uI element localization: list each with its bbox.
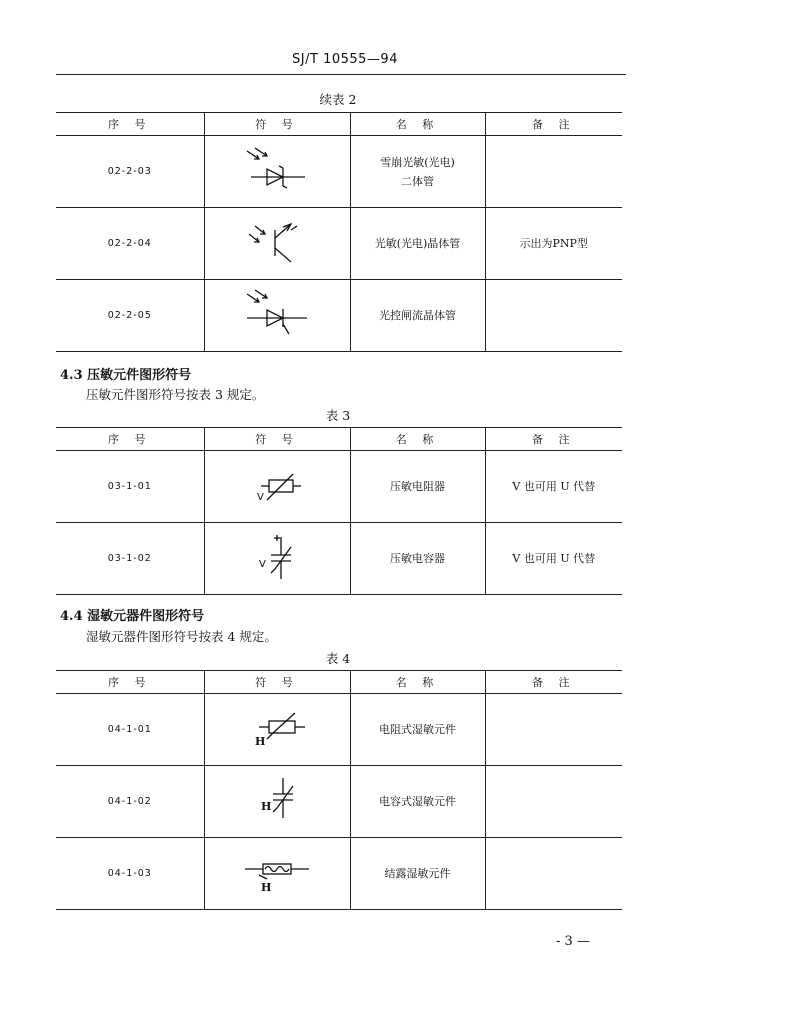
row-name: 电容式湿敏元件: [350, 766, 485, 838]
row-symbol: [204, 208, 350, 280]
row-note: [485, 766, 622, 838]
table-row: [56, 136, 622, 208]
table3: [56, 427, 622, 595]
row-note: [485, 694, 622, 766]
col-header-seq: 序 号: [56, 428, 204, 451]
symbol-label: H: [261, 880, 272, 894]
table2: [56, 112, 622, 352]
section-4-3-heading: 4.3 压敏元件图形符号: [60, 368, 192, 383]
col-header-symbol: 符 号: [204, 671, 350, 694]
col-header-seq: 序 号: [56, 113, 204, 136]
humidity-capacitor-icon: [237, 774, 317, 830]
row-symbol: [204, 136, 350, 208]
table2-caption: 续表 2: [319, 92, 357, 107]
humidity-resistor-icon: [237, 705, 317, 755]
row-code: 04-1-03: [56, 838, 204, 910]
symbol-label: V: [259, 558, 266, 570]
dew-sensor-icon: [237, 849, 317, 899]
section-4-4-heading: 4.4 湿敏元器件图形符号: [60, 609, 205, 624]
row-code: 03-1-02: [56, 523, 204, 595]
phototransistor-pnp-icon: [237, 216, 317, 272]
table-row: [56, 766, 622, 838]
col-header-name: 名 称: [350, 113, 485, 136]
varistor-icon: [237, 462, 317, 512]
col-header-name: 名 称: [350, 671, 485, 694]
row-name: 光敏(光电)晶体管: [350, 208, 485, 280]
table-header-row: [56, 113, 622, 136]
table4: [56, 670, 622, 910]
table-row: [56, 523, 622, 595]
row-name: 结露湿敏元件: [350, 838, 485, 910]
standard-code: SJ/T 10555—94: [292, 52, 398, 67]
table-row: [56, 451, 622, 523]
row-code: 02-2-03: [56, 136, 204, 208]
row-symbol: [204, 766, 350, 838]
col-header-note: 备 注: [485, 671, 622, 694]
row-code: 04-1-02: [56, 766, 204, 838]
row-code: 04-1-01: [56, 694, 204, 766]
row-name: 电阻式湿敏元件: [350, 694, 485, 766]
section-4-4-text: 湿敏元器件图形符号按表 4 规定。: [86, 629, 277, 644]
row-symbol: [204, 838, 350, 910]
table4-caption: 表 4: [325, 651, 351, 666]
table3-caption: 表 3: [325, 408, 351, 423]
row-symbol: [204, 694, 350, 766]
row-name: 压敏电阻器: [350, 451, 485, 523]
voltage-sensitive-capacitor-icon: [237, 531, 317, 587]
row-note: V 也可用 U 代替: [485, 523, 622, 595]
col-header-seq: 序 号: [56, 671, 204, 694]
symbol-label: H: [255, 734, 266, 748]
symbol-label: H: [261, 799, 272, 813]
table-row: [56, 208, 622, 280]
section-4-3-text: 压敏元件图形符号按表 3 规定。: [86, 387, 265, 402]
row-symbol: [204, 280, 350, 352]
row-note: [485, 838, 622, 910]
symbol-label: V: [257, 491, 264, 503]
table-row: [56, 694, 622, 766]
row-note: 示出为PNP型: [485, 208, 622, 280]
table-header-row: [56, 428, 622, 451]
col-header-note: 备 注: [485, 428, 622, 451]
row-code: 02-2-04: [56, 208, 204, 280]
row-name: [350, 136, 485, 208]
row-note: [485, 136, 622, 208]
row-note: [485, 280, 622, 352]
row-symbol: [204, 451, 350, 523]
row-name-text: 雪崩光敏(光电) 二体管: [380, 155, 455, 188]
row-symbol: [204, 523, 350, 595]
col-header-note: 备 注: [485, 113, 622, 136]
light-activated-thyristor-icon: [237, 288, 317, 344]
table-header-row: [56, 671, 622, 694]
row-name: 压敏电容器: [350, 523, 485, 595]
table-row: [56, 280, 622, 352]
row-code: 02-2-05: [56, 280, 204, 352]
photo-avalanche-diode-icon: [237, 147, 317, 197]
col-header-symbol: 符 号: [204, 113, 350, 136]
row-code: 03-1-01: [56, 451, 204, 523]
row-name: 光控闸流晶体管: [350, 280, 485, 352]
header-rule: [56, 74, 626, 75]
table-row: [56, 838, 622, 910]
page-number: - 3 —: [556, 934, 590, 949]
row-note: V 也可用 U 代替: [485, 451, 622, 523]
col-header-symbol: 符 号: [204, 428, 350, 451]
col-header-name: 名 称: [350, 428, 485, 451]
